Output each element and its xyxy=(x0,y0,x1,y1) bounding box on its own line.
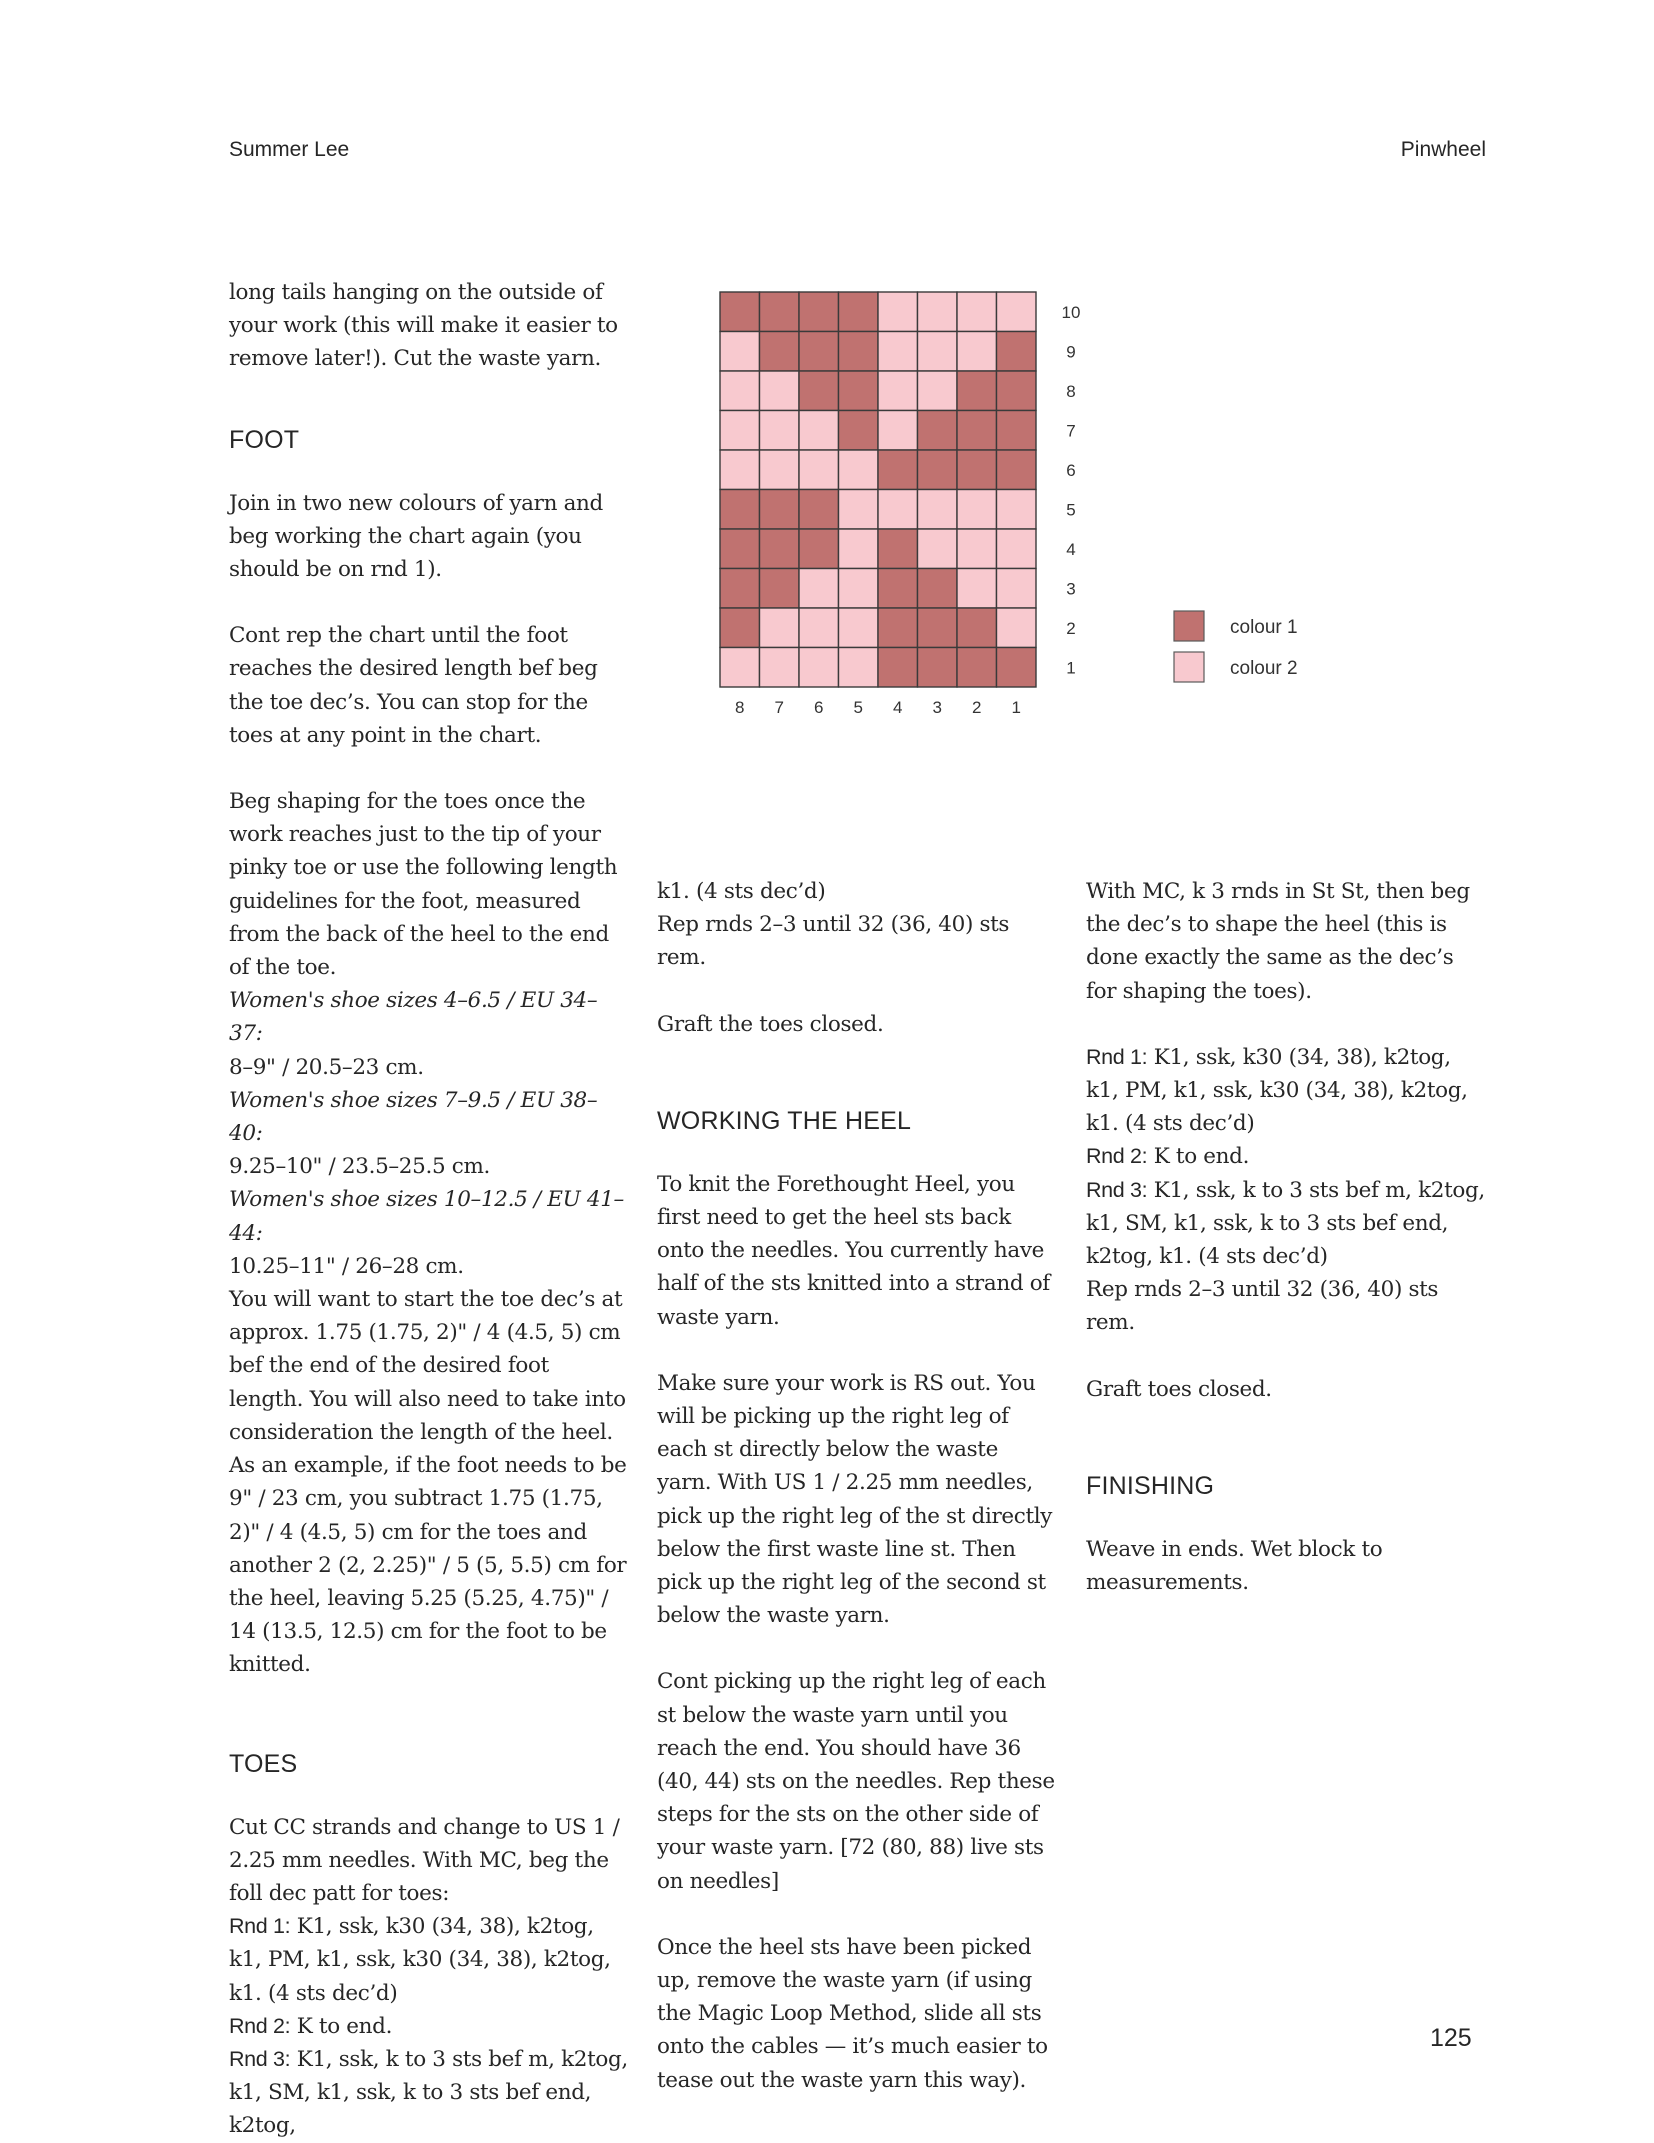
chart-cell xyxy=(760,529,800,569)
size-1-value: 8–9" / 20.5–23 cm. xyxy=(229,1054,424,1080)
heel-round-3 xyxy=(1086,1174,1486,1274)
running-header-title: Pinwheel xyxy=(1400,138,1486,161)
chart-cell xyxy=(839,648,879,688)
heel-repeat: Rep rnds 2–3 until 32 (36, 40) sts rem. xyxy=(1086,1277,1439,1336)
heel-round-2-label: Rnd 2: xyxy=(1086,1144,1148,1169)
heel-round-3-text: K1, ssk, k to 3 sts bef m, k2tog, k1, SM, k1, ssk, k to 3 sts bef end, k2tog, k1. (4 sts dec’d) xyxy=(1086,1177,1485,1270)
legend-swatch xyxy=(1174,652,1204,682)
heel-paragraph-1: To knit the Forethought Heel, you first need to get the heel sts back onto the needles. You currently have half of the sts knitted into a strand of waste yarn. xyxy=(657,1171,1050,1330)
chart-cell xyxy=(997,608,1037,648)
chart-row-label: 1 xyxy=(1066,658,1076,678)
chart-cell xyxy=(760,608,800,648)
heel-paragraph-4: Once the heel sts have been picked up, remove the waste yarn (if using the Magic Loop Method, slide all sts onto the cables — it’s much easier to tease out the waste yarn this way). xyxy=(657,1934,1048,2093)
chart-cell xyxy=(918,529,958,569)
chart-cell xyxy=(878,450,918,490)
chart-cell xyxy=(878,371,918,411)
toes-continued-1: k1. (4 sts dec’d) xyxy=(657,879,826,904)
chart-cell xyxy=(720,569,760,609)
chart-cell xyxy=(957,450,997,490)
chart-cell xyxy=(839,608,879,648)
toes-round-2-text: K to end. xyxy=(296,2013,393,2039)
foot-paragraph-1: Join in two new colours of yarn and beg working the chart again (you should be on rnd 1). xyxy=(229,490,603,583)
chart-column-label: 4 xyxy=(893,698,903,717)
chart-row-label: 6 xyxy=(1066,460,1076,480)
chart-row-label: 9 xyxy=(1066,342,1076,362)
chart-cell xyxy=(839,529,879,569)
chart-cell xyxy=(720,450,760,490)
size-3-value: 10.25–11" / 26–28 cm. xyxy=(229,1253,464,1279)
chart-cell xyxy=(720,608,760,648)
chart-cell xyxy=(918,490,958,530)
chart-column-label: 6 xyxy=(814,698,824,717)
legend-label: colour 1 xyxy=(1230,617,1298,638)
chart-cell xyxy=(799,450,839,490)
chart-cell xyxy=(918,608,958,648)
chart-cell xyxy=(839,332,879,372)
chart-cell xyxy=(760,490,800,530)
chart-cell xyxy=(720,490,760,530)
heel-round-2-text: K to end. xyxy=(1153,1144,1250,1170)
toes-continued-2: Rep rnds 2–3 until 32 (36, 40) sts rem. xyxy=(657,912,1010,971)
foot-heading: FOOT xyxy=(229,425,300,454)
size-2-label: Women's shoe sizes 7–9.5 / EU 38–40: xyxy=(229,1087,598,1147)
toes-round-2 xyxy=(229,2010,629,2043)
chart-cell xyxy=(878,648,918,688)
finishing-heading: FINISHING xyxy=(1086,1471,1215,1500)
toes-heading: TOES xyxy=(229,1749,298,1778)
chart-cell xyxy=(720,371,760,411)
chart-cell xyxy=(918,371,958,411)
chart-cell xyxy=(760,648,800,688)
heel-shaping-paragraph: With MC, k 3 rnds in St St, then beg the dec’s to shape the heel (this is done exactly the same as the dec’s for shaping the toes). xyxy=(1086,879,1470,1004)
toes-round-3-text: K1, ssk, k to 3 sts bef m, k2tog, k1, SM, k1, ssk, k to 3 sts bef end, k2tog, xyxy=(229,2046,628,2139)
chart-cell xyxy=(957,411,997,451)
chart-cell xyxy=(997,648,1037,688)
toes-round-1-label: Rnd 1: xyxy=(229,1914,291,1939)
chart-cell xyxy=(918,569,958,609)
toes-paragraph: Cut CC strands and change to US 1 / 2.25 mm needles. With MC, beg the foll dec patt for toes: xyxy=(229,1814,620,1906)
heel-paragraph-2: Make sure your work is RS out. You will be picking up the right leg of each st directly below the waste yarn. With US 1 / 2.25 mm needles, pick up the right leg of the st directly below the first waste line st. Then pick up the right leg of the second st below the waste yarn. xyxy=(657,1370,1053,1629)
chart-cell xyxy=(760,450,800,490)
chart-cell xyxy=(878,608,918,648)
chart-cell xyxy=(839,569,879,609)
chart-cell xyxy=(918,450,958,490)
chart-column-label: 5 xyxy=(853,698,863,717)
chart-cell xyxy=(957,371,997,411)
chart-cell xyxy=(957,529,997,569)
chart-cell xyxy=(878,292,918,332)
size-3-label: Women's shoe sizes 10–12.5 / EU 41–44: xyxy=(229,1187,624,1246)
chart-cell xyxy=(957,332,997,372)
chart-cell xyxy=(720,648,760,688)
heel-round-1-label: Rnd 1: xyxy=(1086,1044,1148,1069)
column-3 xyxy=(1086,875,1486,1632)
chart-cell xyxy=(878,411,918,451)
legend-swatch xyxy=(1174,611,1204,641)
foot-paragraph-4: You will want to start the toe dec’s at approx. 1.75 (1.75, 2)" / 4 (4.5, 5) cm bef the end of the desired foot length. You will also need to take into consideration the length of the heel. As an example, if the foot needs to be 9" / 23 cm, you subtract 1.75 (1.75, 2)" / 4 (4.5, 5) cm for the toes and another 2 (2, 2.25)" / 5 (5, 5.5) cm for the heel, leaving 5.25 (5.25, 4.75)" / 14 (13.5, 12.5) cm for the foot to be knitted. xyxy=(229,1287,627,1678)
legend-label: colour 2 xyxy=(1230,658,1298,679)
chart-cell xyxy=(799,569,839,609)
chart-cell xyxy=(799,371,839,411)
chart-cell xyxy=(957,490,997,530)
heel-paragraph-3: Cont picking up the right leg of each st below the waste yarn until you reach the end. You should have 36 (40, 44) sts on the needles. Rep these steps for the sts on the other side of your waste yarn. [72 (80, 88) live sts on needles] xyxy=(657,1669,1055,1894)
chart-column-label: 3 xyxy=(932,698,942,717)
chart-cell xyxy=(878,529,918,569)
colourwork-chart xyxy=(700,280,1340,730)
chart-cell xyxy=(997,332,1037,372)
chart-cell xyxy=(997,411,1037,451)
chart-cell xyxy=(760,292,800,332)
chart-cell xyxy=(720,332,760,372)
chart-cell xyxy=(997,450,1037,490)
chart-cell xyxy=(997,569,1037,609)
chart-row-label: 8 xyxy=(1066,381,1076,401)
chart-cell xyxy=(878,490,918,530)
chart-row-label: 5 xyxy=(1066,500,1076,520)
heel-round-1 xyxy=(1086,1041,1486,1141)
chart-column-label: 7 xyxy=(774,698,784,717)
foot-paragraph-3: Beg shaping for the toes once the work reaches just to the tip of your pinky toe or use the following length guidelines for the foot, measured from the back of the heel to the end of the toe. xyxy=(229,789,618,981)
chart-cell xyxy=(997,292,1037,332)
chart-cell xyxy=(760,332,800,372)
chart-cell xyxy=(918,332,958,372)
chart-cell xyxy=(957,608,997,648)
chart-row-label: 3 xyxy=(1066,579,1076,599)
chart-cell xyxy=(799,608,839,648)
chart-cell xyxy=(918,292,958,332)
chart-cell xyxy=(997,529,1037,569)
chart-cell xyxy=(839,411,879,451)
chart-cell xyxy=(918,411,958,451)
chart-cell xyxy=(760,371,800,411)
chart-cell xyxy=(997,490,1037,530)
chart-cell xyxy=(839,371,879,411)
chart-column-label: 8 xyxy=(735,698,745,717)
chart-cell xyxy=(799,529,839,569)
chart-cell xyxy=(878,569,918,609)
chart-cell xyxy=(760,411,800,451)
intro-paragraph: long tails hanging on the outside of your work (this will make it easier to remove later!). Cut the waste yarn. xyxy=(229,280,618,372)
chart-cell xyxy=(918,648,958,688)
size-2-value: 9.25–10" / 23.5–25.5 cm. xyxy=(229,1154,490,1180)
chart-cell xyxy=(957,648,997,688)
toes-round-3 xyxy=(229,2043,629,2143)
heel-round-2 xyxy=(1086,1140,1486,1173)
chart-cell xyxy=(839,292,879,332)
heel-round-1-text: K1, ssk, k30 (34, 38), k2tog, k1, PM, k1, ssk, k30 (34, 38), k2tog, k1. (4 sts dec’d) xyxy=(1086,1044,1468,1137)
chart-row-label: 10 xyxy=(1061,302,1081,322)
foot-paragraph-2: Cont rep the chart until the foot reaches the desired length bef beg the toe dec’s. You can stop for the toes at any point in the chart. xyxy=(229,623,598,748)
heel-round-3-label: Rnd 3: xyxy=(1086,1177,1148,1202)
chart-cell xyxy=(839,450,879,490)
chart-cell xyxy=(720,292,760,332)
chart-cell xyxy=(839,490,879,530)
chart-column-label: 1 xyxy=(1011,698,1021,717)
page-number: 125 xyxy=(1430,2024,1472,2052)
toes-round-3-label: Rnd 3: xyxy=(229,2046,291,2071)
chart-cell xyxy=(957,292,997,332)
chart-cell xyxy=(799,648,839,688)
chart-cell xyxy=(799,292,839,332)
column-2 xyxy=(657,875,1057,2130)
running-header-author: Summer Lee xyxy=(229,138,350,161)
chart-column-label: 2 xyxy=(972,698,982,717)
chart-cell xyxy=(720,411,760,451)
size-1-label: Women's shoe sizes 4–6.5 / EU 34–37: xyxy=(229,988,598,1047)
heel-heading: WORKING THE HEEL xyxy=(657,1106,912,1135)
finishing-paragraph: Weave in ends. Wet block to measurements. xyxy=(1086,1536,1383,1596)
heel-graft: Graft toes closed. xyxy=(1086,1376,1272,1402)
chart-cell xyxy=(997,371,1037,411)
chart-cell xyxy=(799,490,839,530)
chart-cell xyxy=(878,332,918,372)
chart-row-label: 4 xyxy=(1066,539,1076,559)
chart-cell xyxy=(957,569,997,609)
chart-cell xyxy=(799,332,839,372)
chart-row-label: 2 xyxy=(1066,618,1076,638)
toes-graft: Graft the toes closed. xyxy=(657,1011,884,1037)
chart-cell xyxy=(720,529,760,569)
chart-cell xyxy=(760,569,800,609)
chart-row-label: 7 xyxy=(1066,421,1076,441)
toes-round-2-label: Rnd 2: xyxy=(229,2013,291,2038)
toes-round-1 xyxy=(229,1910,629,2010)
toes-round-1-text: K1, ssk, k30 (34, 38), k2tog, k1, PM, k1, ssk, k30 (34, 38), k2tog, k1. (4 sts dec’d) xyxy=(229,1914,611,2006)
column-1 xyxy=(229,276,629,2143)
chart-cell xyxy=(799,411,839,451)
